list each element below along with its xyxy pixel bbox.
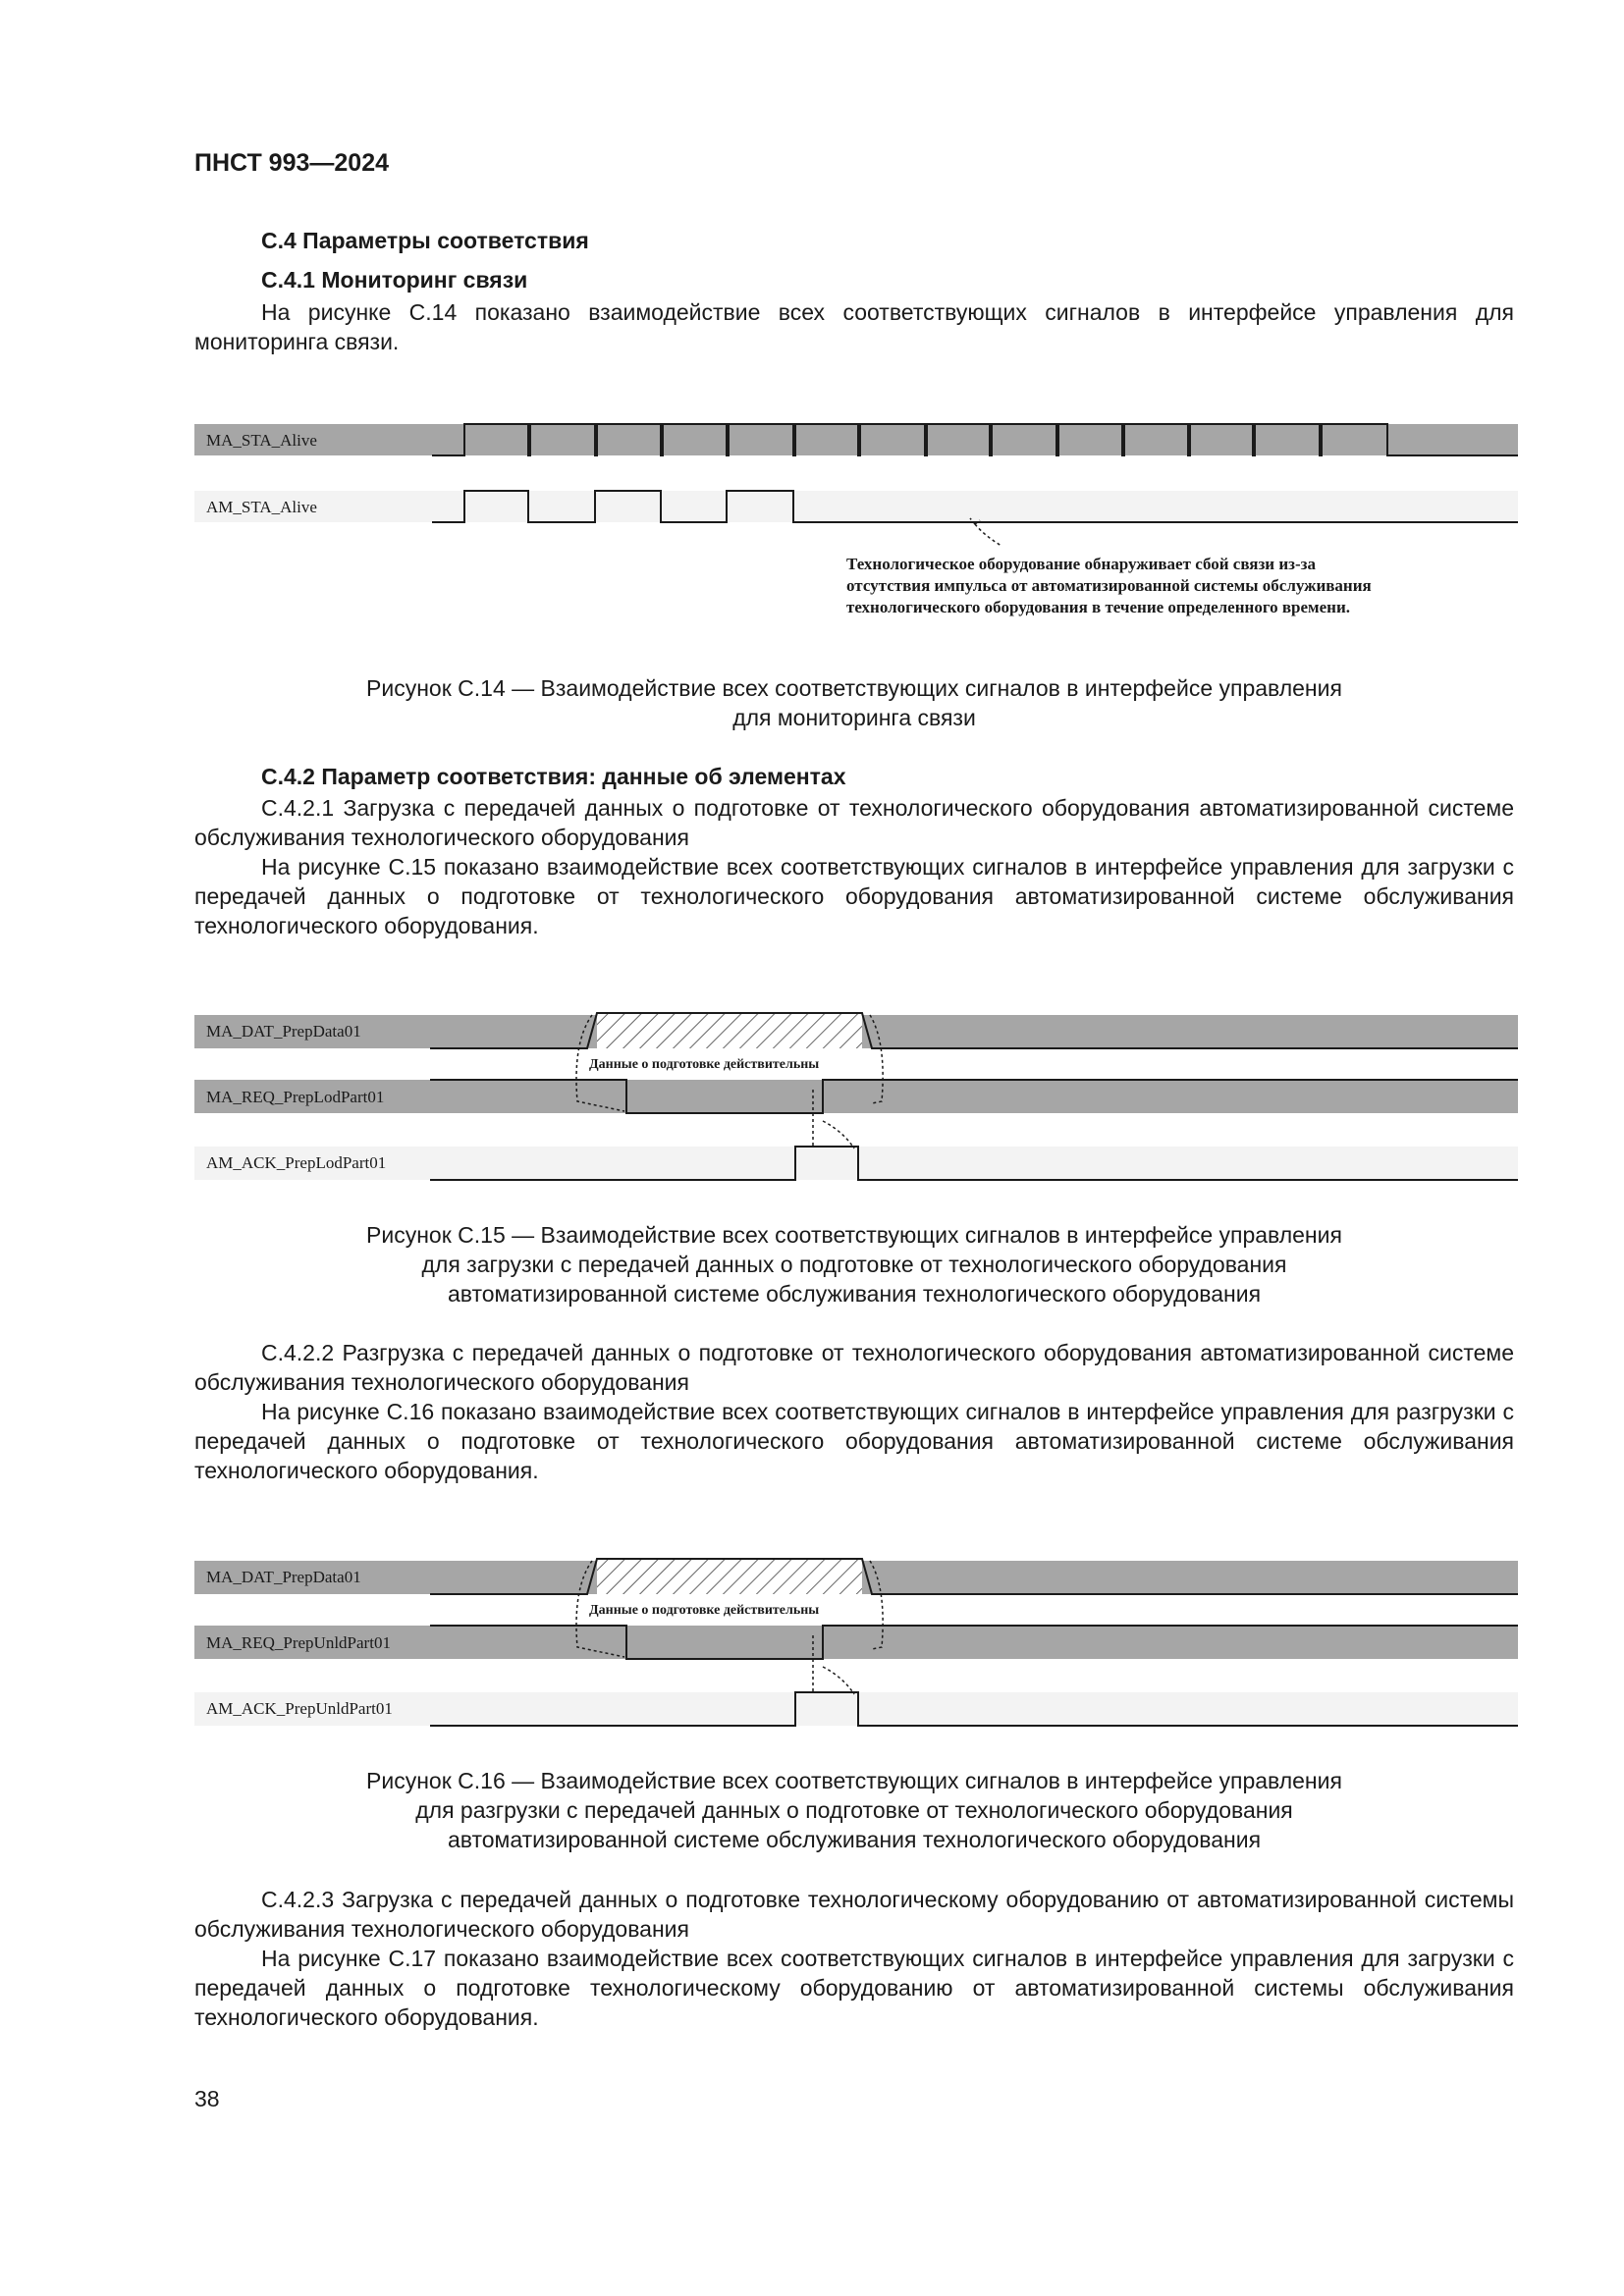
section-c422-paragraph: На рисунке С.16 показано взаимодействие всех соответствующих сигналов в интерфейсе управления для разгрузки с передачей данных о подготовке от технологического оборудования автоматизированной системе обслуживания технологического оборудования. — [194, 1399, 1514, 1483]
signal-band-ma-req-prepunldpart01 — [194, 1626, 1518, 1659]
signal-label-am-ack-preplodpart01: AM_ACK_PrepLodPart01 — [206, 1153, 387, 1172]
figure-c14-timing-diagram — [194, 412, 1522, 648]
section-c421-paragraph: На рисунке С.15 показано взаимодействие всех соответствующих сигналов в интерфейсе управления для загрузки с передачей данных о подготовке от технологического оборудования автоматизированной системе обслуживания технологического оборудования. — [194, 854, 1514, 938]
data-valid-label: Данные о подготовке действительны — [589, 1603, 820, 1618]
figure-c15-caption-line-3: автоматизированной системе обслуживания технологического оборудования — [447, 1281, 1262, 1307]
figure-c14-caption — [194, 673, 1514, 732]
signal-label-ma-req-prepunldpart01: MA_REQ_PrepUnldPart01 — [206, 1633, 391, 1652]
figure-c14-note-line-1: Технологическое оборудование обнаруживает сбой связи из-за — [846, 555, 1316, 573]
figure-c16-caption-line-2: для разгрузки с передачей данных о подготовке от технологического оборудования — [415, 1797, 1293, 1823]
data-valid-label: Данные о подготовке действительны — [589, 1057, 820, 1072]
page-number: 38 — [194, 2086, 220, 2111]
figure-c14-note-line-3: технологического оборудования в течение определенного времени. — [846, 598, 1351, 616]
figure-c15-caption-line-2: для загрузки с передачей данных о подготовке от технологического оборудования — [421, 1252, 1287, 1277]
signal-label-ma-dat-prepdata01: MA_DAT_PrepData01 — [206, 1022, 361, 1041]
figure-c15-caption — [194, 1220, 1514, 1308]
signal-label-am-sta-alive: AM_STA_Alive — [206, 498, 317, 516]
signal-band-ma-req-preplodpart01 — [194, 1080, 1518, 1113]
signal-band-am-sta-alive — [194, 491, 1518, 522]
signal-band-am-ack-prepunldpart01 — [194, 1692, 1518, 1726]
signal-label-ma-req-preplodpart01: MA_REQ_PrepLodPart01 — [206, 1088, 385, 1106]
figure-c16-timing-diagram — [194, 1539, 1522, 1735]
figure-c14-caption-line-1: Рисунок С.14 — Взаимодействие всех соответствующих сигналов в интерфейсе управления — [366, 675, 1342, 701]
figure-c15-timing-diagram — [194, 993, 1522, 1190]
section-c42-title: С.4.2 Параметр соответствия: данные об элементах — [261, 764, 846, 789]
signal-band-am-ack-preplodpart01 — [194, 1147, 1518, 1180]
section-c423-paragraph: На рисунке С.17 показано взаимодействие всех соответствующих сигналов в интерфейсе управления для загрузки с передачей данных о подготовке технологическому оборудованию от автоматизированной системы обслуживания технологического оборудования. — [194, 1946, 1514, 2030]
section-c421-heading: С.4.2.1 Загрузка с передачей данных о подготовке от технологического оборудования автоматизированной системе обслуживания технологического оборудования — [194, 795, 1514, 850]
figure-c14-caption-line-2: для мониторинга связи — [732, 705, 976, 730]
figure-c14-note-line-2: отсутствия импульса от автоматизированной системы обслуживания — [846, 576, 1372, 595]
section-c423-heading: С.4.2.3 Загрузка с передачей данных о подготовке технологическому оборудованию от автоматизированной системы обслуживания технологического оборудования — [194, 1887, 1514, 1942]
signal-label-am-ack-prepunldpart01: AM_ACK_PrepUnldPart01 — [206, 1699, 393, 1718]
figure-c15-caption-line-1: Рисунок С.15 — Взаимодействие всех соответствующих сигналов в интерфейсе управления — [366, 1222, 1342, 1248]
section-c4-title: С.4 Параметры соответствия — [261, 228, 589, 253]
figure-c16-caption-line-3: автоматизированной системе обслуживания технологического оборудования — [447, 1827, 1262, 1852]
signal-label-ma-dat-prepdata01: MA_DAT_PrepData01 — [206, 1568, 361, 1586]
section-c422-heading: С.4.2.2 Разгрузка с передачей данных о подготовке от технологического оборудования автоматизированной системе обслуживания технологического оборудования — [194, 1340, 1514, 1395]
section-c41-paragraph: На рисунке С.14 показано взаимодействие всех соответствующих сигналов в интерфейсе управления для мониторинга связи. — [194, 299, 1514, 354]
section-c41-title: С.4.1 Мониторинг связи — [261, 267, 528, 293]
signal-label-ma-sta-alive: MA_STA_Alive — [206, 431, 317, 450]
document-code: ПНСТ 993—2024 — [194, 149, 389, 177]
figure-c16-caption-line-1: Рисунок С.16 — Взаимодействие всех соответствующих сигналов в интерфейсе управления — [366, 1768, 1342, 1793]
data-valid-hatch — [597, 1559, 862, 1594]
data-valid-hatch — [597, 1013, 862, 1048]
figure-c16-caption — [194, 1766, 1514, 1854]
